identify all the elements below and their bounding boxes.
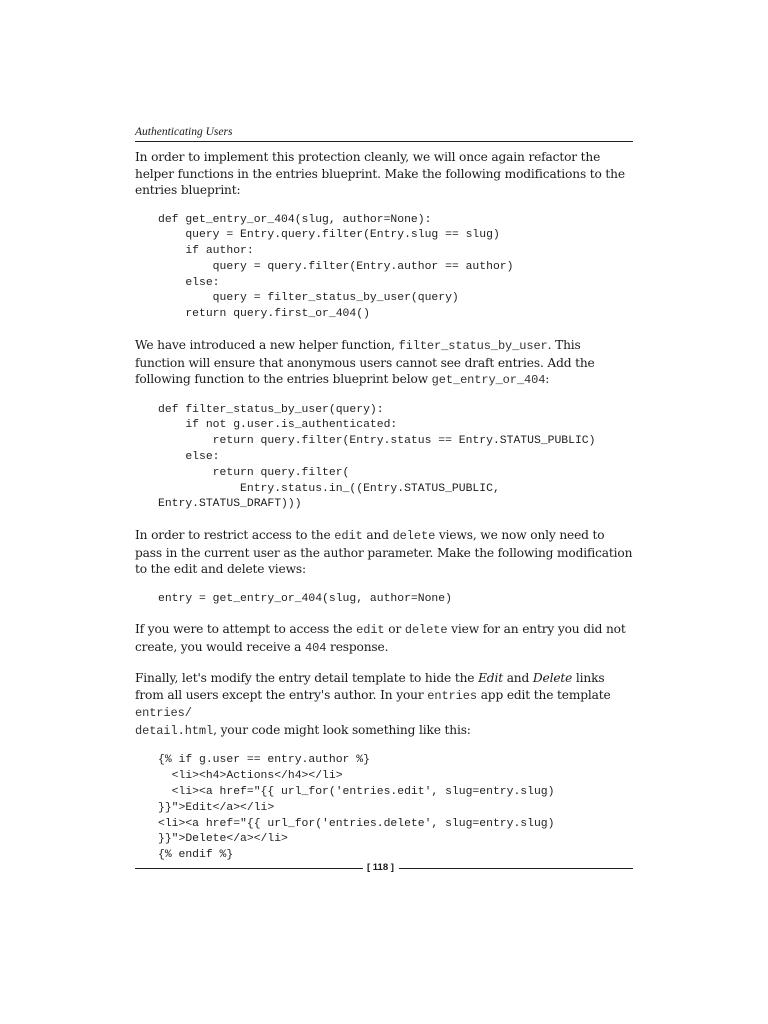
inline-code: delete <box>404 623 448 638</box>
text-span: and <box>362 528 393 543</box>
text-span: We have introduced a new helper function, <box>135 338 399 353</box>
inline-code: get_entry_or_404 <box>431 373 546 388</box>
code-block-template: {% if g.user == entry.author %} <li><h4>Actions</h4></li> <li><a href="{{ url_for('entries.edit', slug=entry.slug) }}">Edit</a></li> <li><a href="{{ url_for('entries.delete', slug=entry.slug) }}">Delete</a></li> {% endif %} <box>158 754 555 862</box>
text-span: app edit the template <box>476 687 611 702</box>
text-span: : <box>545 372 550 387</box>
text-span: views, we now only need to pass in the current user as the author parameter. Make the following modification to the edit and delete views: <box>135 528 633 577</box>
footer-rule-right <box>399 868 633 869</box>
text-span: and <box>502 671 533 686</box>
inline-code: filter_status_by_user <box>398 339 548 354</box>
page-footer <box>135 861 633 875</box>
inline-code: 404 <box>305 640 327 655</box>
footer-rule-left <box>135 868 363 869</box>
inline-code: delete <box>392 529 436 544</box>
text-span: view for an entry you did not create, you would receive a <box>135 622 626 654</box>
inline-code: edit <box>356 623 385 638</box>
text-span: , your code might look something like this: <box>213 722 471 737</box>
page-body <box>135 149 633 878</box>
text-span: . This function will ensure that anonymous users cannot see draft entries. Add the following function to the entries blueprint below <box>135 338 595 387</box>
text-span: In order to restrict access to the <box>135 528 335 543</box>
emphasis-delete: Delete <box>532 671 573 686</box>
running-header <box>135 122 633 142</box>
text-span: If you were to attempt to access the <box>135 622 357 637</box>
text-span: links from all users except the entry's author. In your <box>135 671 605 702</box>
paragraph-intro: In order to implement this protection cleanly, we will once again refactor the helper functions in the entries blueprint. Make the following modifications to the entries blueprint: <box>135 150 625 197</box>
text-span: response. <box>326 639 389 654</box>
text-span: Finally, let's modify the entry detail template to hide the <box>135 671 479 686</box>
paragraph-404 <box>135 621 633 656</box>
code-block-filter-status: def filter_status_by_user(query): if not g.user.is_authenticated: return query.filter(Entry.status == Entry.STATUS_PUBLIC) else: return query.filter( Entry.status.in_((Entry.STATUS_PUBLIC, Entry.STATUS_DRAFT))) <box>158 403 596 511</box>
text-span: or <box>384 622 405 637</box>
inline-code: entries/ detail.html <box>135 706 214 738</box>
emphasis-edit: Edit <box>478 671 503 686</box>
page-number: [ 118 ] <box>367 862 394 873</box>
chapter-title: Authenticating Users <box>135 126 233 138</box>
paragraph-helper-function <box>135 337 633 389</box>
inline-code: entries <box>427 688 477 703</box>
inline-code: edit <box>334 529 363 544</box>
paragraph-template <box>135 670 633 739</box>
paragraph-restrict-access <box>135 527 633 578</box>
code-block-get-entry: def get_entry_or_404(slug, author=None): query = Entry.query.filter(Entry.slug == slug) if author: query = query.filter(Entry.author == author) else: query = filter_status_by_user(query) return query.first_or_404() <box>158 213 514 321</box>
code-block-entry-call: entry = get_entry_or_404(slug, author=None) <box>158 592 452 605</box>
